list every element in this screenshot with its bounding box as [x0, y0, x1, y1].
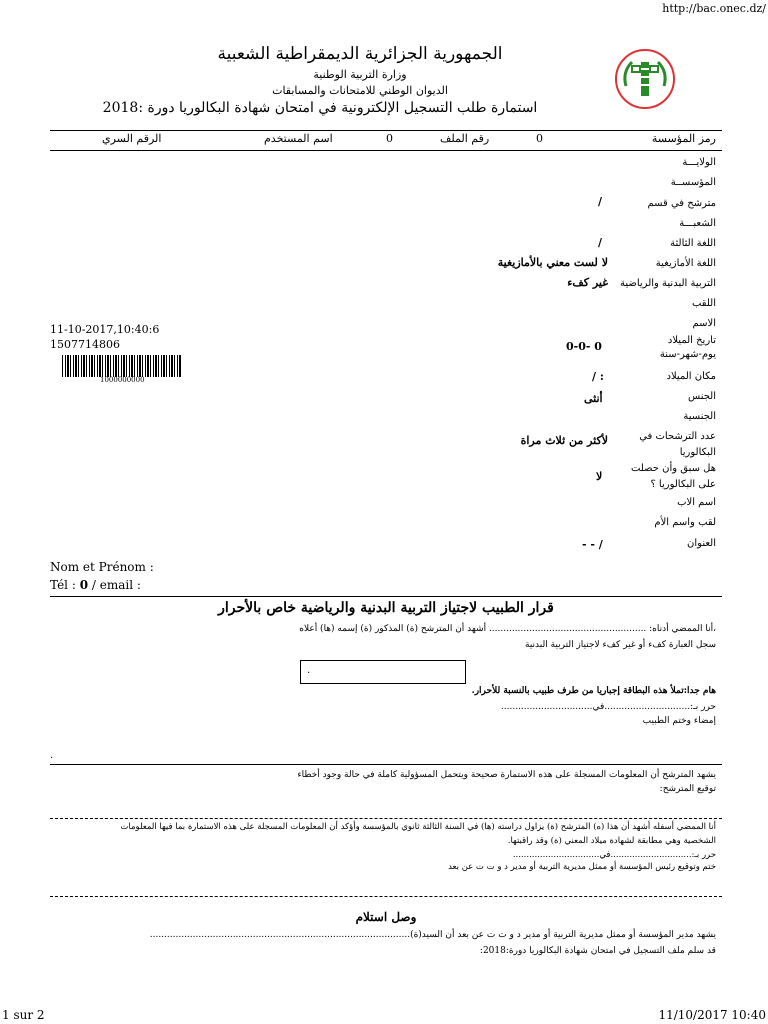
secret-number-label: الرقم السري: [102, 132, 162, 145]
director-divider: [50, 818, 722, 819]
receipt-title: وصل استلام: [355, 910, 417, 924]
attempts-label: عدد الترشحات في: [639, 431, 716, 442]
institution-code-label: رمز المؤسسة: [651, 132, 716, 145]
stream-label: الشعبـــة: [679, 218, 716, 229]
page-indicator: 1 sur 2: [2, 1008, 45, 1022]
file-number-value: 0: [386, 132, 393, 145]
pe-label: التربية البدنية والرياضية: [619, 278, 716, 289]
third-language-value: /: [598, 236, 603, 249]
doctor-title: قرار الطبيب لاجتياز التربية البدنية والرياضية خاص بالأحرار: [218, 600, 554, 616]
doctor-made-at: حرر بـ:..............................في................................: [500, 702, 716, 712]
registration-datetime: 11-10-2017,10:40:6: [50, 323, 160, 336]
dob-label: تاريخ الميلاد: [667, 335, 716, 346]
prev-bac-label: هل سبق وأن حصلت: [630, 463, 716, 474]
doctor-signature: إمضاء وختم الطبيب: [642, 716, 716, 726]
ministry-title: وزارة التربية الوطنية: [313, 68, 407, 81]
republic-title: الجمهورية الجزائرية الديمقراطية الشعبية: [217, 44, 503, 64]
pe-value: غير كفء: [567, 276, 608, 289]
attempts-value: لأكثر من ثلاث مراة: [520, 434, 608, 447]
declaration-divider: [50, 764, 722, 765]
pob-label: مكان الميلاد: [666, 371, 716, 382]
onec-logo-icon: [614, 48, 676, 110]
surname-label: اللقب: [691, 298, 716, 309]
amazigh-value: لا لست معني بالأمازيغية: [497, 256, 608, 269]
top-divider: [50, 130, 722, 131]
office-title: الديوان الوطني للامتحانات والمسابقات: [272, 84, 448, 97]
institution-code-value: 0: [536, 132, 543, 145]
file-number-label: رقم الملف: [440, 132, 490, 145]
nationality-label: الجنسية: [683, 411, 716, 422]
director-line4: ختم وتوقيع رئيس المؤسسة أو ممثل مديرية التربية أو مدير د و ت ت عن بعد: [448, 862, 716, 872]
class-label: مترشح في قسم: [647, 198, 716, 209]
username-label: اسم المستخدم: [264, 132, 333, 145]
doctor-decision-box[interactable]: [300, 660, 466, 684]
address-label: العنوان: [687, 538, 716, 549]
doctor-box-text: .: [307, 665, 311, 676]
third-language-label: اللغة الثالثة: [670, 238, 716, 249]
print-datetime: 11/10/2017 10:40: [658, 1008, 766, 1022]
class-value: /: [598, 195, 603, 208]
receipt-line2: قد سلم ملف التسجيل في امتحان شهادة البكالوريا دورة:2018:: [479, 946, 716, 956]
gender-value: أنثى: [584, 392, 603, 405]
institution-label: المؤسســة: [670, 177, 716, 188]
doctor-important: هام جدا:تملأ هذه البطاقة إجباريا من طرف طبيب بالنسبة للأحرار.: [471, 686, 716, 696]
receipt-line1: يشهد مدير المؤسسة أو ممثل مديرية التربية أو مدير د و ت ت عن بعد أن السيد(ة)...........................................................................................: [149, 930, 716, 940]
dob-format-label: يوم-شهر-سنة: [659, 349, 716, 360]
declaration-dot: .: [50, 750, 54, 761]
tel-value: 0: [79, 578, 89, 592]
barcode-icon: [62, 355, 182, 377]
wilaya-label: الولايـــة: [682, 157, 716, 168]
declaration-line1: يشهد المترشح أن المعلومات المسجلة على هذه الاستمارة صحيحة ويتحمل المسؤولية كاملة في حالة وجود أخطاء: [297, 770, 716, 780]
amazigh-label: اللغة الأمازيغية: [655, 258, 716, 269]
prev-bac-value: لا: [596, 470, 603, 483]
mother-label: لقب واسم الأم: [654, 517, 716, 528]
barcode-number: 1000000000: [100, 376, 145, 384]
declaration-line2: توقيع المترشح:: [659, 784, 716, 794]
header-divider: [50, 150, 722, 151]
tel-prefix: Tél :: [50, 578, 80, 592]
director-line3: حرر بـ:..............................في................................: [512, 850, 716, 860]
address-value: - - /: [582, 538, 603, 551]
dob-value: 0-0- 0: [566, 340, 602, 353]
father-label: اسم الاب: [677, 497, 716, 508]
pob-value: / :: [592, 370, 604, 383]
doctor-divider: [50, 596, 722, 597]
page-url: http://bac.onec.dz/: [662, 2, 766, 15]
form-title: استمارة طلب التسجيل الإلكترونية في امتحان شهادة البكالوريا دورة :2018: [102, 100, 538, 116]
nom-prenom: Nom et Prénom :: [50, 560, 154, 574]
prev-bac-label-2: على البكالوريا ؟: [650, 479, 716, 490]
gender-label: الجنس: [687, 391, 716, 402]
receipt-divider: [50, 896, 722, 897]
doctor-line1: ،أنا الممضي أدناه: ....................................................... أشهد أن المترشح (ة) المذكور (ة) إسمه (ها) أعلاه: [299, 624, 716, 634]
name-label: الاسم: [692, 318, 716, 329]
doctor-line2: سجل العبارة كفء أو غير كفء لاجتياز التربية البدنية: [525, 640, 716, 650]
tel-email: [50, 578, 141, 592]
attempts-label-2: البكالوريا: [679, 447, 716, 458]
email-label: / email :: [88, 578, 141, 592]
registration-number: 1507714806: [50, 338, 120, 351]
director-line2: الشخصية وهي مطابقة لشهادة ميلاد المعني (ة) وقد راقبتها.: [507, 836, 716, 846]
director-line1: أنا الممضي أسفله أشهد أن هذا (ه) المترشح (ة) يزاول دراسته (ها) في السنة الثالثة ثانوي بالمؤسسة وأؤكد أن المعلومات المسجلة على هذه الاستمارة بما فيها المعلومات: [120, 822, 716, 832]
